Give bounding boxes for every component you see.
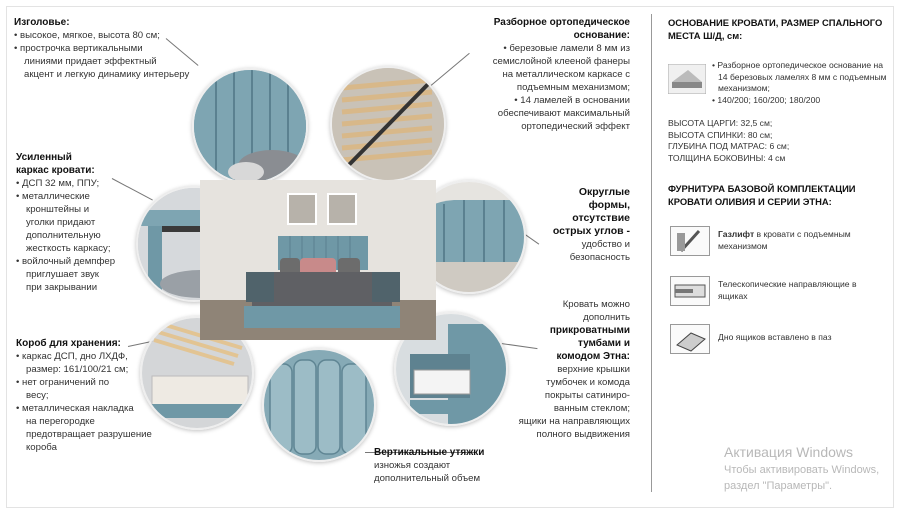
feature-text: Дно ящиков вставлено в паз <box>718 332 832 342</box>
frame-line: при закрывании <box>26 282 98 293</box>
base-line: • 14 ламелей в основании <box>514 95 630 106</box>
feature-item <box>718 279 888 302</box>
base-line: подъемным механизмом; <box>516 82 630 93</box>
storage-line: • каркас ДСП, дно ЛХДФ, <box>16 351 128 362</box>
frame-line: дополнительную <box>26 230 101 241</box>
rounded-shapes-info <box>530 186 630 264</box>
nightstands-title: комодом Этна: <box>556 351 630 362</box>
gas-lift-icon <box>670 226 710 256</box>
telescopic-rail-icon <box>670 276 710 306</box>
feature-bold: Газлифт <box>718 229 755 239</box>
rounded-title: Округлые <box>578 186 630 198</box>
headboard-title: Изголовье: <box>14 17 70 28</box>
stitching-title: Вертикальные утяжки <box>374 447 485 458</box>
base-spec-line: • 140/200; 160/200; 180/200 <box>712 94 821 105</box>
nightstands-line: дополнить <box>583 312 630 323</box>
base-spec-line: • Разборное ортопедическое основание на <box>712 60 884 70</box>
frame-line: • войлочный демпфер <box>16 256 116 267</box>
storage-line: короба <box>26 442 57 453</box>
nightstands-line: ящики на направляющих <box>518 416 630 427</box>
storage-line: • металлическая накладка <box>16 403 134 414</box>
frame-line: • металлические <box>16 191 90 202</box>
feature-text: механизмом <box>718 240 768 251</box>
feature-text: ящиках <box>718 290 748 301</box>
frame-line: приглушает звук <box>26 269 99 280</box>
headboard-line: линиями придает эффектный <box>24 56 157 67</box>
base-spec-line: 14 березовых ламелях 8 мм с подъемным <box>718 71 887 82</box>
frame-line: • ДСП 32 мм, ППУ; <box>16 178 100 189</box>
drawer-bottom-icon <box>670 324 710 354</box>
bed-main-photo <box>200 180 436 340</box>
headboard-photo <box>192 68 308 184</box>
lift-base-icon <box>668 64 706 94</box>
storage-line: весу; <box>26 390 49 401</box>
base-spec-lines <box>712 60 892 106</box>
column-divider <box>651 14 652 492</box>
frame-title: Усиленный <box>16 152 72 163</box>
headboard-line: • высокое, мягкое, высота 80 см; <box>14 30 160 41</box>
storage-line: на перегородке <box>26 416 95 427</box>
feature-item <box>718 229 888 252</box>
frame-line: уголки придают <box>26 217 96 228</box>
hardware-section <box>668 182 890 208</box>
base-spec-line: механизмом; <box>718 83 770 93</box>
headboard-line: акцент и легкую динамику интерьеру <box>24 69 190 80</box>
stitching-info <box>374 446 514 485</box>
feature-text: в кровати с подъемным <box>754 229 851 239</box>
rounded-title: острых углов - <box>552 225 630 237</box>
nightstands-title: тумбами и <box>577 338 630 349</box>
nightstands-line: покрыты сатиниро- <box>544 390 630 401</box>
rounded-line: удобство и <box>581 239 630 250</box>
nightstands-line: тумбочек и комода <box>546 377 630 388</box>
feature-item <box>718 332 888 344</box>
base-line: ортопедический эффект <box>521 121 630 132</box>
storage-line: предотвращает разрушение <box>26 429 152 440</box>
dimension-item: ВЫСОТА ЦАРГИ: 32,5 см; <box>668 118 773 128</box>
headboard-info <box>14 16 204 81</box>
storage-line: • нет ограничений по <box>16 377 110 388</box>
frame-line: кронштейны и <box>26 204 90 215</box>
specs-title: МЕСТА Ш/Д, см: <box>668 30 743 41</box>
base-line: семислойной клееной фанеры <box>492 56 630 67</box>
nightstands-line: верхние крышки <box>557 364 630 375</box>
orthopedic-base-info <box>444 16 630 133</box>
hardware-title: КРОВАТИ ОЛИВИЯ И СЕРИИ ЭТНА: <box>668 196 832 207</box>
storage-title: Короб для хранения: <box>16 338 121 349</box>
nightstands-line: ванным стеклом; <box>553 403 630 414</box>
dimensions-list <box>668 118 868 164</box>
orthopedic-base-photo <box>330 66 446 182</box>
specs-title: ОСНОВАНИЕ КРОВАТИ, РАЗМЕР СПАЛЬНОГО <box>668 17 883 28</box>
dimension-item: ГЛУБИНА ПОД МАТРАС: 6 см; <box>668 141 790 151</box>
feature-text: Телескопические направляющие в <box>718 279 857 289</box>
windows-activation-title: Активация Windows <box>724 444 854 460</box>
hardware-title: ФУРНИТУРА БАЗОВОЙ КОМПЛЕКТАЦИИ <box>668 183 856 194</box>
dimension-item: ТОЛЩИНА БОКОВИНЫ: 4 см <box>668 152 786 163</box>
base-title: основание: <box>573 30 630 41</box>
stitching-line: изножья создают <box>374 460 451 471</box>
frame-info <box>16 151 136 294</box>
frame-line: жесткость каркасу; <box>26 243 111 254</box>
nightstands-title: прикроватными <box>549 325 630 336</box>
specs-section <box>668 16 888 42</box>
nightstands-line: полного выдвижения <box>536 429 630 440</box>
nightstands-line: Кровать можно <box>562 299 630 310</box>
base-line: • березовые ламели 8 мм из <box>503 43 630 54</box>
windows-activation-text: Чтобы активировать Windows, <box>724 464 880 476</box>
base-title: Разборное ортопедическое <box>493 17 630 28</box>
frame-title: каркас кровати: <box>16 165 95 176</box>
rounded-title: отсутствие <box>572 212 630 224</box>
storage-line: размер: 161/100/21 см; <box>26 364 129 375</box>
rounded-line: безопасность <box>569 252 630 263</box>
stitching-line: дополнительный объем <box>374 473 481 484</box>
windows-activation-text: раздел "Параметры". <box>724 480 833 492</box>
nightstands-info <box>506 298 630 441</box>
dimension-item: ВЫСОТА СПИНКИ: 80 см; <box>668 129 773 140</box>
base-line: на металлическом каркасе с <box>502 69 630 80</box>
rounded-title: формы, <box>588 199 630 211</box>
base-line: обеспечивают максимальный <box>497 108 630 119</box>
vertical-stitching-photo <box>262 348 376 462</box>
headboard-line: • прострочка вертикальными <box>14 43 143 54</box>
